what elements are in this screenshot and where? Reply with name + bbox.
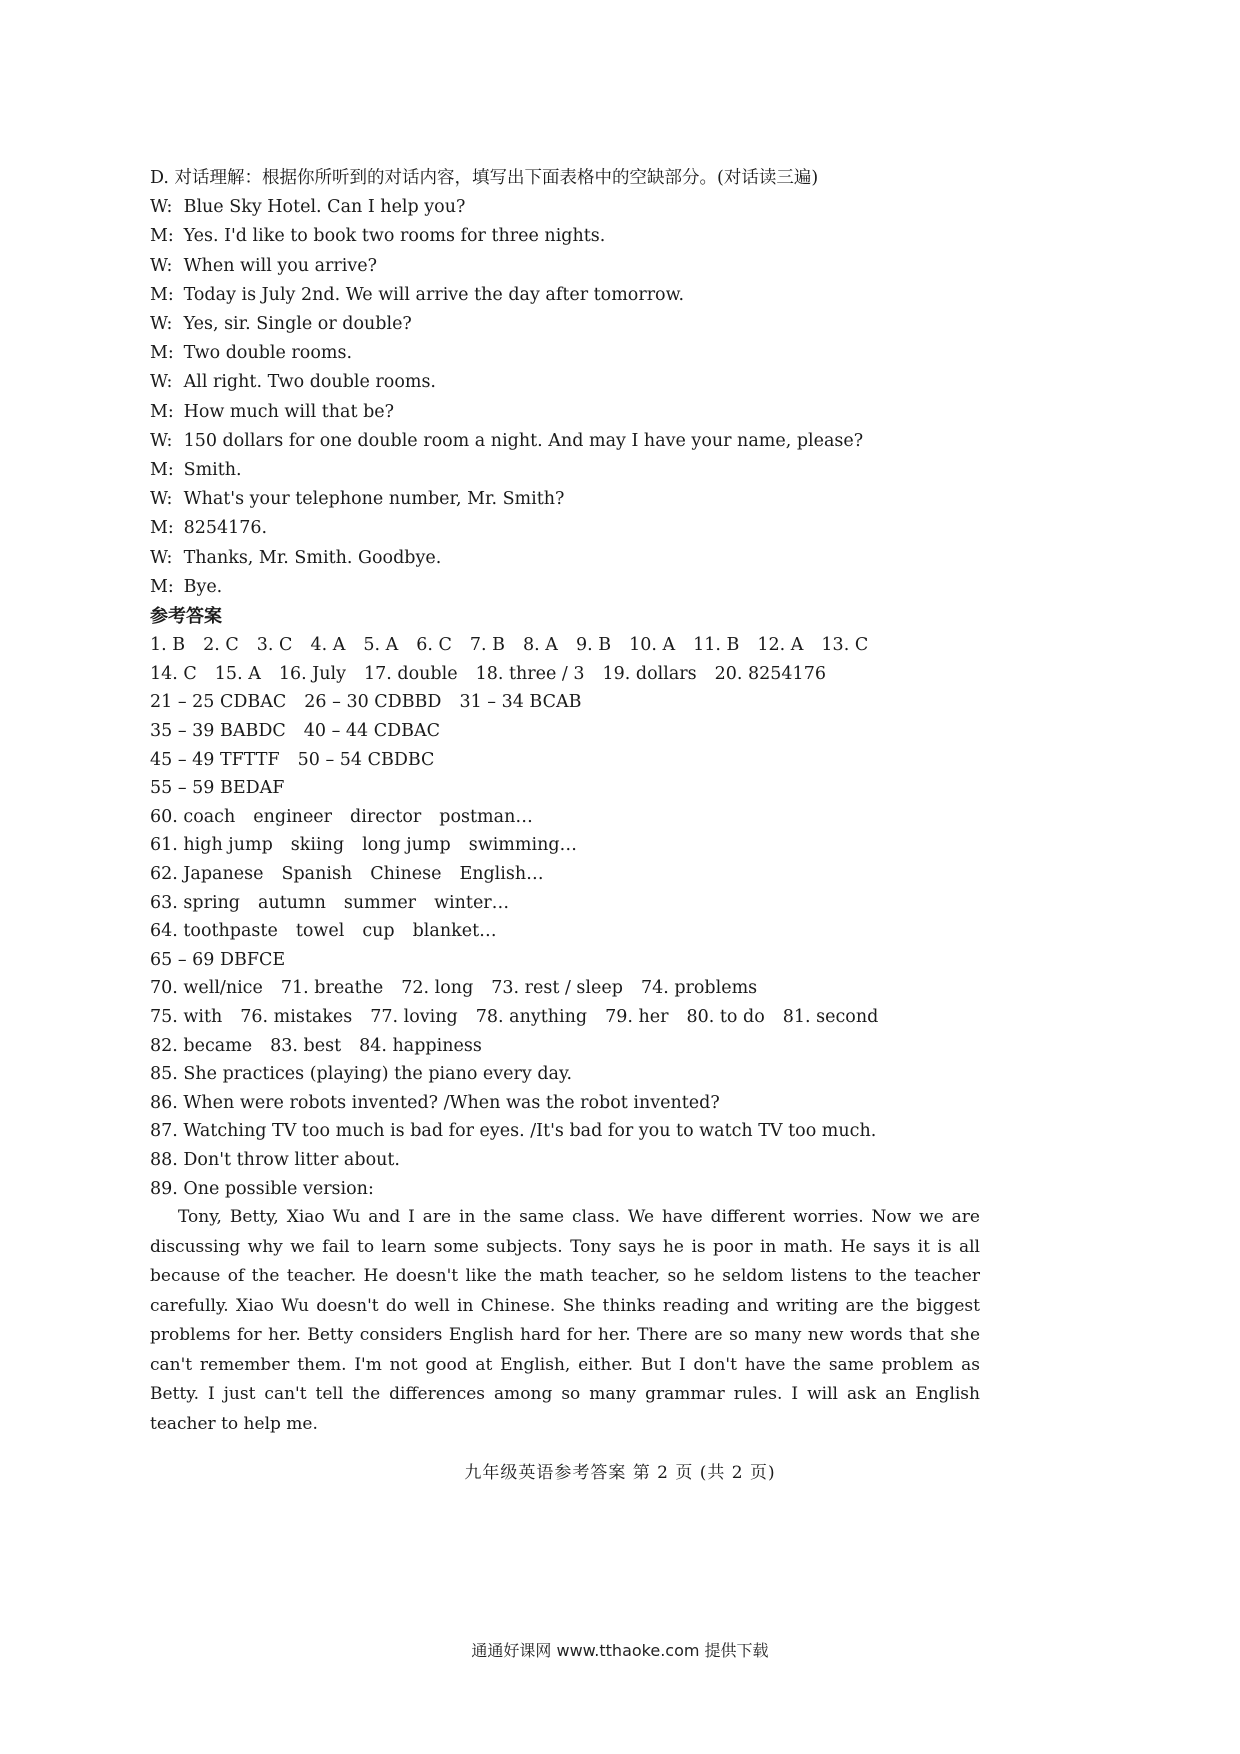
answer-item: 70. well/nice [150, 978, 263, 999]
dialogue-text: How much will that be? [183, 401, 395, 422]
answer-item: Chinese [370, 864, 442, 884]
answer-item: 2. C [203, 635, 239, 656]
answer-item: 71. breathe [280, 978, 384, 999]
dialogue-text: Today is July 2nd. We will arrive the day after tomorrow. [183, 284, 685, 305]
answer-item: 78. anything [475, 1006, 588, 1027]
answer-item: 45 – 49 TFTTF [150, 749, 280, 770]
dialogue-text: Yes, sir. Single or double? [183, 314, 412, 335]
answer-item: 31 – 34 BCAB [459, 692, 582, 713]
answer-item: 55 – 59 BEDAF [150, 778, 285, 799]
answer-item: 88. Don't throw litter about. [150, 1149, 400, 1170]
answer-item: long jump [362, 835, 451, 856]
answer-line [150, 717, 980, 746]
answer-item: 63. spring [150, 892, 241, 913]
answer-item: autumn [258, 892, 326, 913]
dialogue-line [150, 339, 980, 368]
answer-item: 80. to do [686, 1006, 765, 1027]
answer-item: 20. 8254176 [714, 663, 826, 684]
dialogue-line [150, 485, 980, 514]
answer-item: 87. Watching TV too much is bad for eyes. /It's bad for you to watch TV too much. [150, 1121, 877, 1142]
dialogue-text: What's your telephone number, Mr. Smith? [183, 489, 565, 510]
answer-item: 77. loving [370, 1006, 458, 1027]
answer-item: 73. rest / sleep [491, 978, 623, 999]
answer-line [150, 831, 980, 860]
section-d-title: D. 对话理解：根据你所听到的对话内容，填写出下面表格中的空缺部分。(对话读三遍) [150, 168, 819, 188]
dialogue-speaker: W: [150, 547, 173, 568]
answer-item: 64. toothpaste [150, 921, 278, 942]
answer-line [150, 974, 980, 1003]
answer-item: 18. three / 3 [475, 663, 585, 684]
answer-item: engineer [253, 806, 333, 827]
answer-item: towel [295, 921, 345, 942]
answer-item: 19. dollars [602, 663, 697, 684]
answer-item: 11. B [693, 635, 740, 656]
answer-item: 10. A [629, 635, 676, 656]
answer-item: Spanish [281, 864, 353, 884]
dialogue-speaker: W: [150, 255, 173, 276]
answer-item: 21 – 25 CDBAC [150, 692, 287, 713]
answer-line [150, 688, 980, 717]
dialogue-text: Two double rooms. [183, 343, 353, 364]
answer-item: 12. A [757, 635, 804, 656]
answer-line [150, 860, 980, 889]
dialogue-speaker: W: [150, 489, 173, 510]
answer-item: 17. double [364, 663, 458, 684]
dialogue-speaker: M: [150, 518, 174, 539]
answer-line [150, 746, 980, 775]
dialogue-text: 150 dollars for one double room a night. And may I have your name, please? [183, 430, 864, 451]
answer-line [150, 660, 980, 689]
answer-item: 26 – 30 CDBBD [304, 692, 442, 713]
page-number-label: 九年级英语参考答案 第 2 页 (共 2 页) [464, 1463, 776, 1483]
dialogue-line [150, 427, 980, 456]
answer-item: 76. mistakes [240, 1006, 353, 1027]
answer-item: blanket… [412, 921, 497, 942]
dialogue-speaker: M: [150, 460, 174, 481]
answer-item: 4. A [310, 635, 346, 656]
answer-item: 75. with [150, 1006, 223, 1027]
dialogue-speaker: M: [150, 401, 174, 422]
answer-line [150, 803, 980, 832]
dialogue-text: Yes. I'd like to book two rooms for three nights. [183, 226, 606, 247]
dialogue-line [150, 281, 980, 310]
answer-line [150, 1089, 980, 1118]
answer-line [150, 946, 980, 975]
answer-item: 1. B [150, 635, 186, 656]
dialogue-line [150, 252, 980, 281]
answers-heading: 参考答案 [150, 606, 222, 628]
answer-item: skiing [290, 835, 345, 856]
answer-item: postman… [439, 806, 533, 827]
dialogue-line [150, 310, 980, 339]
answer-item: 50 – 54 CBDBC [297, 749, 435, 770]
answer-item: summer [343, 892, 417, 913]
answer-item: 6. C [416, 635, 452, 656]
answer-item: 79. her [605, 1006, 669, 1027]
dialogue-text: When will you arrive? [183, 255, 378, 276]
answer-item: 5. A [363, 635, 399, 656]
dialogue-line [150, 222, 980, 251]
dialogue-text: Thanks, Mr. Smith. Goodbye. [183, 547, 442, 568]
answer-line [150, 774, 980, 803]
dialogue-text: Smith. [183, 460, 242, 481]
answer-item: 7. B [469, 635, 506, 656]
answer-item: 72. long [401, 978, 474, 999]
dialogue-line [150, 368, 980, 397]
answer-item: 84. happiness [359, 1035, 482, 1056]
dialogue-speaker: W: [150, 314, 173, 335]
answer-line [150, 1175, 980, 1204]
dialogue-text: All right. Two double rooms. [183, 372, 436, 393]
answer-line [150, 631, 980, 660]
answer-item: 83. best [270, 1035, 342, 1056]
answer-line [150, 917, 980, 946]
answer-item: 13. C [821, 635, 869, 656]
answer-item: 61. high jump [150, 835, 273, 856]
answer-item: 35 – 39 BABDC [150, 721, 286, 742]
answer-item: 14. C [150, 663, 197, 684]
answer-item: 60. coach [150, 806, 236, 827]
answer-line [150, 889, 980, 918]
dialogue-line [150, 544, 980, 573]
dialogue-text: 8254176. [183, 518, 268, 539]
dialogue-line [150, 398, 980, 427]
essay-paragraph: Tony, Betty, Xiao Wu and I are in the same class. We have different worries. Now we are discussing why we fail to learn some subjects. Tony says he is poor in math. He says it is all because of the teacher. He doesn't like the math teacher, so he seldom listens to the teacher carefully. Xiao Wu doesn't do well in Chinese. She thinks reading and writing are the biggest problems for her. Betty considers English hard for her. There are so many new words that she can't remember them. I'm not good at English, either. But I don't have the same problem as Betty. I just can't tell the differences among so many grammar rules. I will ask an English teacher to help me. [150, 1207, 980, 1434]
footer-download-note: 通通好课网 www.tthaoke.com 提供下载 [471, 1641, 769, 1660]
dialogue-line [150, 514, 980, 543]
answer-line [150, 1032, 980, 1061]
dialogue-line [150, 573, 980, 602]
answer-item: winter… [434, 892, 510, 913]
answer-item: director [350, 806, 422, 827]
answer-item: 82. became [150, 1035, 253, 1056]
answer-item: 16. July [278, 663, 347, 684]
answer-item: cup [362, 921, 395, 942]
answer-item: 86. When were robots invented? /When was the robot invented? [150, 1092, 720, 1113]
answer-line [150, 1146, 980, 1175]
answer-item: 65 – 69 DBFCE [150, 949, 286, 970]
page-content [150, 164, 980, 1439]
dialogue-speaker: W: [150, 372, 173, 393]
dialogue-text: Blue Sky Hotel. Can I help you? [183, 197, 466, 218]
dialogue-speaker: M: [150, 284, 174, 305]
answer-item: 15. A [214, 663, 261, 684]
answer-item: English… [459, 864, 544, 884]
answer-item: 85. She practices (playing) the piano every day. [150, 1064, 573, 1085]
answer-item: 40 – 44 CDBAC [303, 721, 441, 742]
answer-item: 81. second [782, 1006, 879, 1027]
answer-item: 8. A [523, 635, 558, 656]
answer-line [150, 1003, 980, 1032]
dialogue [150, 193, 980, 602]
dialogue-speaker: W: [150, 430, 173, 451]
answer-item: 74. problems [640, 978, 758, 999]
answer-item: swimming… [468, 835, 578, 856]
dialogue-speaker: M: [150, 343, 174, 364]
answer-item: 62. Japanese [150, 864, 264, 884]
answer-line [150, 1117, 980, 1146]
dialogue-speaker: M: [150, 226, 174, 247]
dialogue-line [150, 193, 980, 222]
answer-item: 3. C [256, 635, 293, 656]
answer-list [150, 631, 980, 1203]
dialogue-speaker: W: [150, 197, 173, 218]
answer-item: 9. B [575, 635, 612, 656]
dialogue-line [150, 456, 980, 485]
answer-line [150, 1060, 980, 1089]
dialogue-text: Bye. [183, 576, 223, 597]
answer-item: 89. One possible version: [150, 1178, 374, 1199]
sample-essay [150, 1203, 980, 1439]
dialogue-speaker: M: [150, 576, 174, 597]
